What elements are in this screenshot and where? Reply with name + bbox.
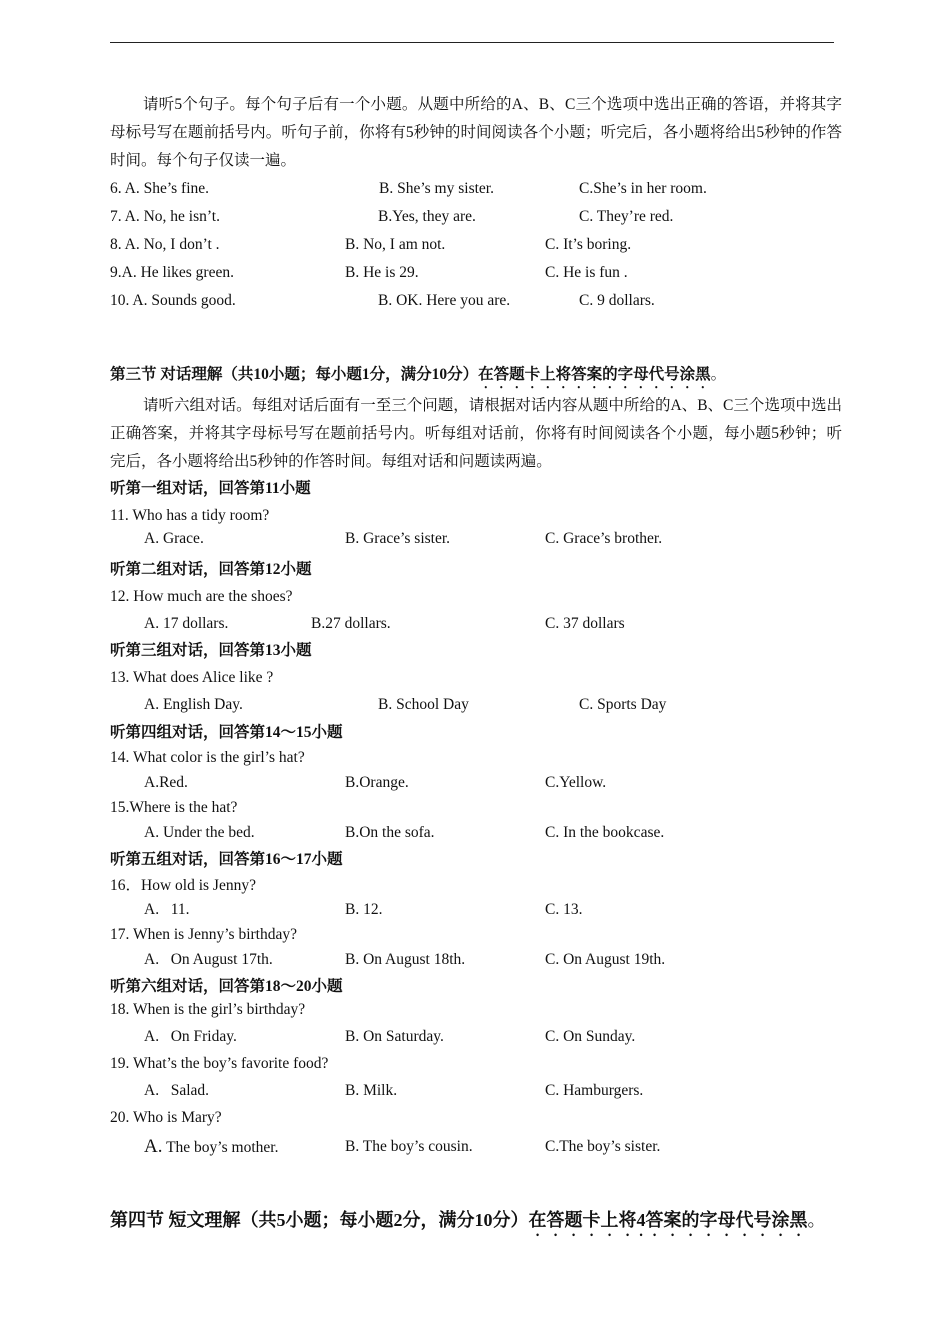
q19-option-b: B. Milk. <box>345 1082 398 1099</box>
section4-heading-text: 第四节 短文理解（共5小题；每小题2分，满分10分） <box>110 1210 529 1230</box>
q12-option-c: C. 37 dollars <box>545 615 625 632</box>
q6-option-a: 6. A. She’s fine. <box>110 180 210 197</box>
q13-question: 13. What does Alice like ? <box>110 669 274 686</box>
q8-option-a: 8. A. No, I don’t . <box>110 236 220 253</box>
section3-heading-text: 第三节 对话理解（共10小题；每小题1分，满分10分） <box>110 366 479 383</box>
section4-heading-end: 。 <box>807 1210 826 1230</box>
q20-option-a <box>144 1137 278 1156</box>
q17-question: 17. When is Jenny’s birthday? <box>110 926 297 943</box>
q17-option-a: A. On August 17th. <box>144 951 273 968</box>
q18-option-c: C. On Sunday. <box>545 1028 636 1045</box>
q17-option-b: B. On August 18th. <box>345 951 466 968</box>
q12-option-a: A. 17 dollars. <box>144 615 229 632</box>
q18-question: 18. When is the girl’s birthday? <box>110 1001 306 1018</box>
top-rule <box>110 42 834 43</box>
group4-heading: 听第四组对话，回答第14～15小题 <box>110 724 343 741</box>
section3-heading-emphasis: 在答题卡上将答案的字母代号涂黑 <box>478 366 711 383</box>
q20-option-a-text: The boy’s mother. <box>162 1139 279 1156</box>
q16-option-a: A. 11. <box>144 901 190 918</box>
section4-heading <box>110 1204 842 1240</box>
group2-heading: 听第二组对话，回答第12小题 <box>110 561 312 578</box>
q20-question: 20. Who is Mary? <box>110 1109 222 1126</box>
q10-option-c: C. 9 dollars. <box>579 292 655 309</box>
q18-option-a: A. On Friday. <box>144 1028 237 1045</box>
q13-option-b: B. School Day <box>378 696 469 713</box>
q19-option-c: C. Hamburgers. <box>545 1082 644 1099</box>
q13-option-c: C. Sports Day <box>579 696 667 713</box>
section3-instructions: 请听六组对话。每组对话后面有一至三个问题，请根据对话内容从题中所给的A、B、C三个选项中选出正确答案，并将其字母标号写在题前括号内。听每组对话前，你将有时间阅读各个小题，每小题5秒钟；听完后，各小题将给出5秒钟的作答时间。每组对话和问题读两遍。 <box>110 397 842 470</box>
group6-heading: 听第六组对话，回答第18～20小题 <box>110 978 343 995</box>
q16-option-b: B. 12. <box>345 901 383 918</box>
q7-option-c: C. They’re red. <box>579 208 674 225</box>
q11-option-c: C. Grace’s brother. <box>545 530 663 547</box>
section3-heading-end: 。 <box>710 366 727 383</box>
q17-option-c: C. On August 19th. <box>545 951 666 968</box>
q16-option-c: C. 13. <box>545 901 583 918</box>
q12-question: 12. How much are the shoes? <box>110 588 293 605</box>
group1-heading: 听第一组对话，回答第11小题 <box>110 480 311 497</box>
q9-option-c: C. He is fun . <box>545 264 628 281</box>
q13-option-a: A. English Day. <box>144 696 243 713</box>
q20-option-b: B. The boy’s cousin. <box>345 1138 473 1155</box>
q18-option-b: B. On Saturday. <box>345 1028 444 1045</box>
q14-question: 14. What color is the girl’s hat? <box>110 749 305 766</box>
q15-option-b: B.On the sofa. <box>345 824 435 841</box>
q8-option-c: C. It’s boring. <box>545 236 632 253</box>
q7-option-b: B.Yes, they are. <box>378 208 476 225</box>
q11-option-b: B. Grace’s sister. <box>345 530 451 547</box>
q7-option-a: 7. A. No, he isn’t. <box>110 208 220 225</box>
section4-heading-emphasis: 在答题卡上将4答案的字母代号涂黑 <box>528 1210 808 1230</box>
q11-option-a: A. Grace. <box>144 530 204 547</box>
q15-question: 15.Where is the hat? <box>110 799 238 816</box>
q15-option-c: C. In the bookcase. <box>545 824 665 841</box>
q8-option-b: B. No, I am not. <box>345 236 446 253</box>
q10-option-b: B. OK. Here you are. <box>378 292 511 309</box>
q6-option-b: B. She’s my sister. <box>379 180 494 197</box>
q6-option-c: C.She’s in her room. <box>579 180 707 197</box>
group3-heading: 听第三组对话，回答第13小题 <box>110 642 312 659</box>
q14-option-a: A.Red. <box>144 774 188 791</box>
part2-instructions: 请听5个句子。每个句子后有一个小题。从题中所给的A、B、C三个选项中选出正确的答语，并将其字母标号写在题前括号内。听句子前，你将有5秒钟的时间阅读各个小题；听完后，各小题将给出5秒钟的作答时间。每个句子仅读一遍。 <box>110 96 842 169</box>
q9-option-b: B. He is 29. <box>345 264 419 281</box>
q20-option-a-letter: A. <box>144 1136 163 1157</box>
q19-question: 19. What’s the boy’s favorite food? <box>110 1055 329 1072</box>
section3-heading <box>110 366 726 392</box>
q12-option-b: B.27 dollars. <box>311 615 391 632</box>
q20-option-c: C.The boy’s sister. <box>545 1138 661 1155</box>
q15-option-a: A. Under the bed. <box>144 824 255 841</box>
q16-question: 16．How old is Jenny? <box>110 877 256 894</box>
q14-option-b: B.Orange. <box>345 774 409 791</box>
q14-option-c: C.Yellow. <box>545 774 607 791</box>
q9-option-a: 9.A. He likes green. <box>110 264 234 281</box>
q10-option-a: 10. A. Sounds good. <box>110 292 236 309</box>
q19-option-a: A. Salad. <box>144 1082 210 1099</box>
q11-question: 11. Who has a tidy room? <box>110 507 270 524</box>
group5-heading: 听第五组对话，回答第16～17小题 <box>110 851 343 868</box>
